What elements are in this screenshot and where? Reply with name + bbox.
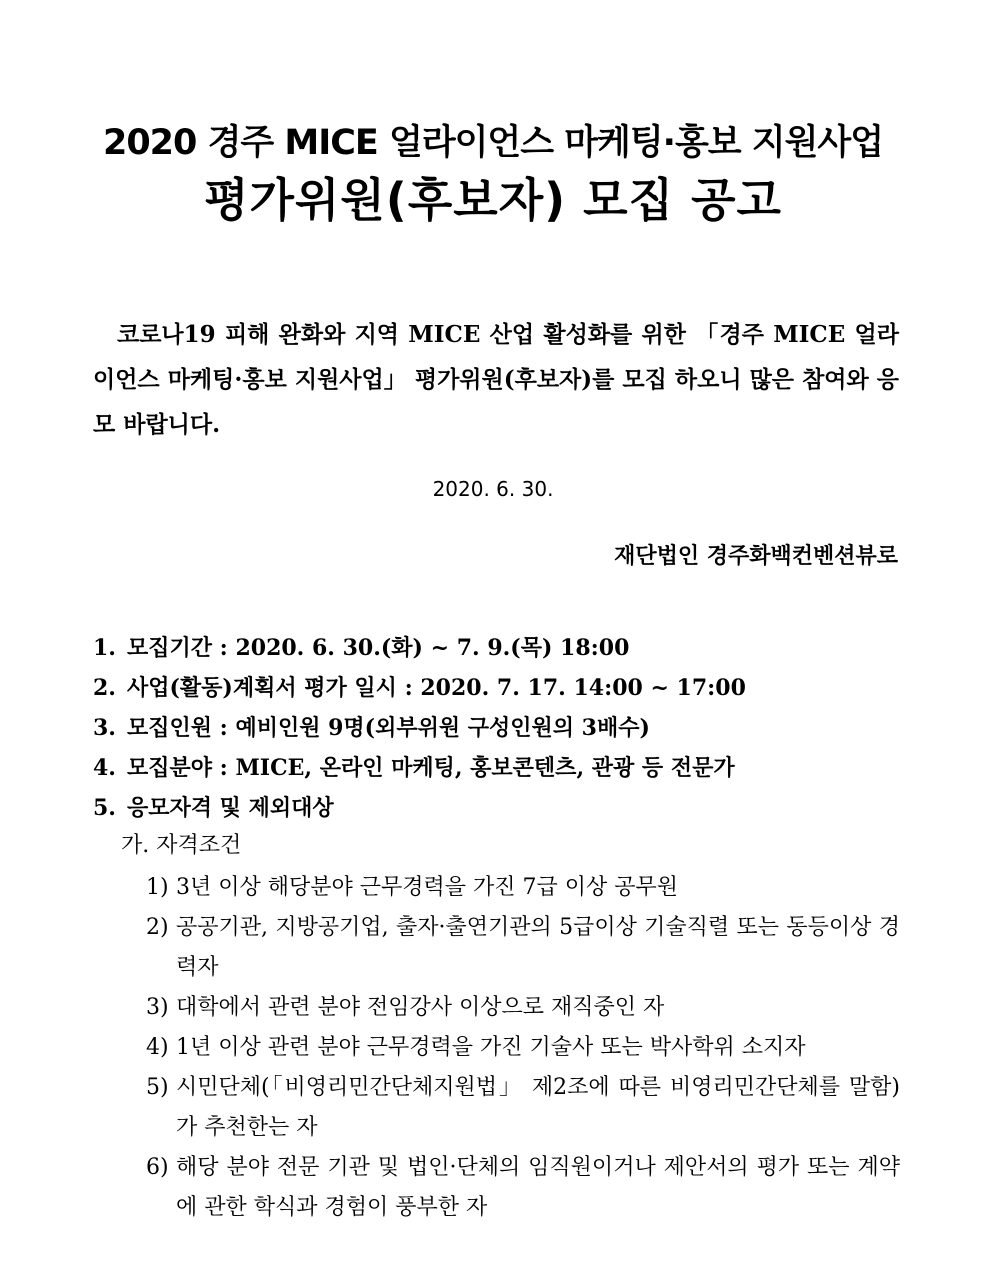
item-number: 1. xyxy=(93,635,116,661)
qualification-text: 공공기관, 지방공기업, 출자·출연기관의 5급이상 기술직렬 또는 동등이상 경력자 xyxy=(176,915,900,980)
item-number: 4. xyxy=(93,755,116,781)
intro-text: 코로나19 피해 완화와 지역 MICE 산업 활성화를 위한 「경주 MICE 얼라이언스 마케팅·홍보 지원사업」 평가위원(후보자)를 모집 하오니 많은 참여와 응모 바랍니다. xyxy=(93,321,899,438)
title-line-2: 평가위원(후보자) 모집 공고 xyxy=(204,173,782,227)
qualification-item xyxy=(146,1148,900,1228)
notice-item xyxy=(93,628,903,668)
qualification-number: 5) xyxy=(146,1075,169,1100)
item-number: 2. xyxy=(93,675,116,701)
item-number: 5. xyxy=(93,795,116,821)
qualification-item xyxy=(146,988,900,1028)
qualification-number: 1) xyxy=(146,875,169,900)
qualification-text: 해당 분야 전문 기관 및 법인·단체의 임직원이거나 제안서의 평가 또는 계약에 관한 학식과 경험이 풍부한 자 xyxy=(176,1155,900,1220)
item-text: 모집기간 : 2020. 6. 30.(화) ~ 7. 9.(목) 18:00 xyxy=(127,635,630,661)
notice-item xyxy=(93,788,903,828)
qualification-item xyxy=(146,908,900,988)
item-text: 모집분야 : MICE, 온라인 마케팅, 홍보콘텐츠, 관광 등 전문가 xyxy=(127,755,735,781)
notice-date: 2020. 6. 30. xyxy=(432,477,554,501)
notice-items xyxy=(93,628,903,828)
notice-item xyxy=(93,668,903,708)
qualification-item xyxy=(146,1068,900,1148)
qualification-text: 시민단체(「비영리민간단체지원법」 제2조에 따른 비영리민간단체를 말함)가 추천한는 자 xyxy=(176,1075,900,1140)
item-text: 모집인원 : 예비인원 9명(외부위원 구성인원의 3배수) xyxy=(127,715,650,741)
qualification-number: 4) xyxy=(146,1035,169,1060)
qualification-number: 3) xyxy=(146,995,169,1020)
item-number: 3. xyxy=(93,715,116,741)
title-line-1: 2020 경주 MICE 얼라이언스 마케팅·홍보 지원사업 xyxy=(102,123,884,163)
intro-paragraph xyxy=(93,312,899,447)
qualification-number: 2) xyxy=(146,915,169,940)
organization-name: 재단법인 경주화백컨벤션뷰로 xyxy=(614,543,898,569)
qualification-text: 3년 이상 해당분야 근무경력을 가진 7급 이상 공무원 xyxy=(176,875,678,900)
qualification-item xyxy=(146,868,900,908)
item-text: 사업(활동)계획서 평가 일시 : 2020. 7. 17. 14:00 ~ 17:00 xyxy=(127,675,746,701)
qualification-number: 6) xyxy=(146,1155,169,1180)
qualification-list xyxy=(146,868,900,1228)
qualification-text: 1년 이상 관련 분야 근무경력을 가진 기술사 또는 박사학위 소지자 xyxy=(176,1035,806,1060)
notice-item xyxy=(93,748,903,788)
notice-item xyxy=(93,708,903,748)
subsection-heading: 가. 자격조건 xyxy=(121,833,242,858)
item-text: 응모자격 및 제외대상 xyxy=(127,795,334,821)
qualification-text: 대학에서 관련 분야 전임강사 이상으로 재직중인 자 xyxy=(176,995,665,1020)
qualification-item xyxy=(146,1028,900,1068)
